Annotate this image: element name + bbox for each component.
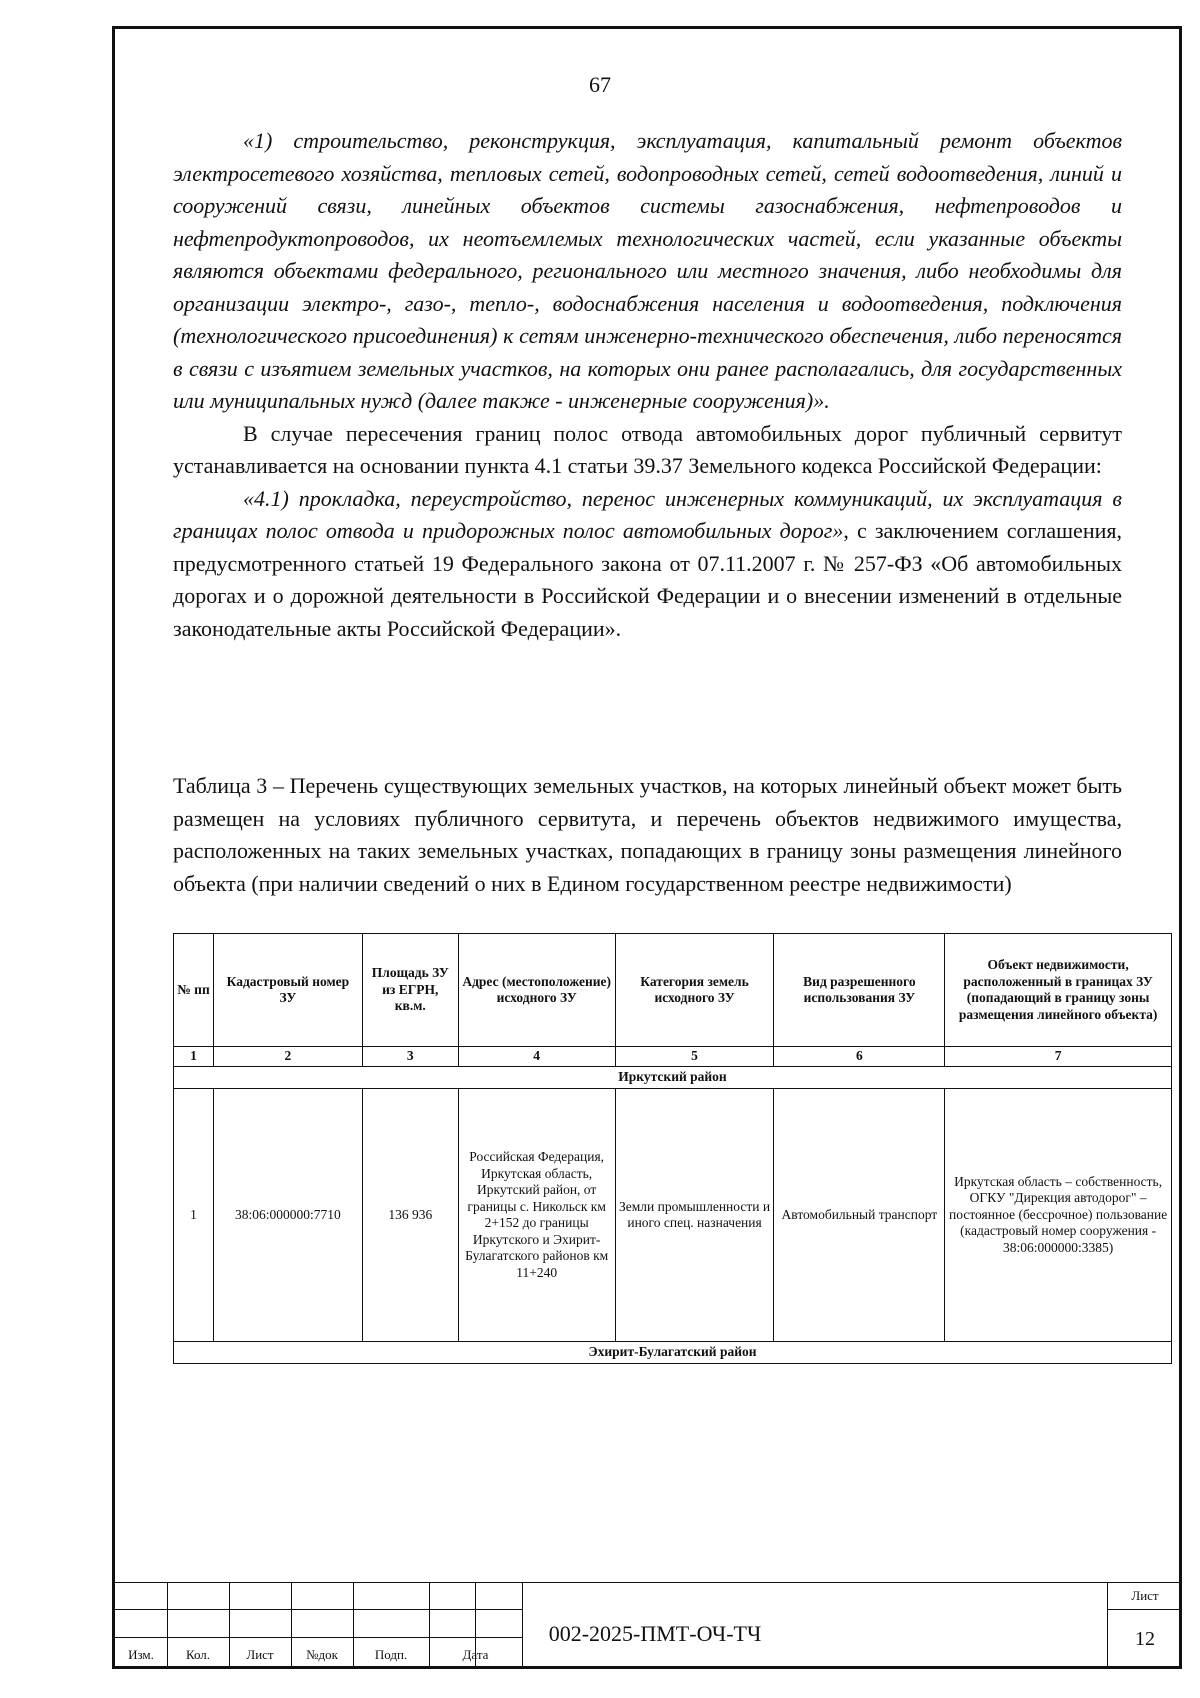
- cell-num: 1: [174, 1089, 214, 1342]
- cell-area: 136 936: [362, 1089, 458, 1342]
- stamp-line: [1107, 1609, 1180, 1610]
- col-number: 5: [615, 1047, 774, 1067]
- paragraph-2: В случае пересечения границ полос отвода автомобильных дорог публичный сервитут устанавливается на основании пункта 4.1 статьи 39.37 Земельного кодекса Российской Федерации:: [173, 420, 1122, 478]
- document-code: 002-2025-ПМТ-ОЧ-ТЧ: [548, 1621, 762, 1646]
- region-row-irkutsk: [174, 1067, 1172, 1089]
- stamp-line: [115, 1609, 522, 1610]
- quote-paragraph-1: «1) строительство, реконструкция, эксплуатация, капитальный ремонт объектов электросетевого хозяйства, тепловых сетей, водопроводных сетей, сетей водоотведения, линий и сооружений связи, линейных объектов системы газоснабжения, нефтепроводов и нефтепродуктопроводов, их неотъемлемых технологических частей, если указанные объекты являются объектами федерального, регионального или местного значения, либо необходимы для организации электро-, газо-, тепло-, водоснабжения населения и водоотведения, подключения (технологического присоединения) к сетям инженерно-технического обеспечения, либо переносятся в связи с изъятием земельных участков, на которых они ранее располагались, для государственных или муниципальных нужд (далее также - инженерные сооружения)».: [173, 128, 1122, 413]
- paragraph-3: [173, 483, 1122, 646]
- region-label: Иркутский район: [174, 1067, 1172, 1089]
- col-number: 3: [362, 1047, 458, 1067]
- table-header-row: [174, 934, 1172, 1047]
- page-number: 67: [589, 72, 611, 97]
- header-category: Категория земель исходного ЗУ: [615, 934, 774, 1047]
- cell-cadastral: 38:06:000000:7710: [213, 1089, 362, 1342]
- cell-use: Автомобильный транспорт: [774, 1089, 945, 1342]
- stamp-line: [1107, 1582, 1108, 1666]
- header-object: Объект недвижимости, расположенный в границах ЗУ (попадающий в границу зоны размещения линейного объекта): [945, 934, 1172, 1047]
- stamp-label-ndok: №док: [306, 1647, 338, 1662]
- col-number: 1: [174, 1047, 214, 1067]
- sheet-number: 12: [1135, 1628, 1155, 1650]
- table-row: [174, 1089, 1172, 1342]
- header-address: Адрес (местоположение) исходного ЗУ: [458, 934, 615, 1047]
- stamp-line: [115, 1582, 1180, 1583]
- header-area: Площадь ЗУ из ЕГРН, кв.м.: [362, 934, 458, 1047]
- col-number: 4: [458, 1047, 615, 1067]
- table-caption: Таблица 3 – Перечень существующих земельных участков, на которых линейный объект может быть размещен на условиях публичного сервитута, и перечень объектов недвижимого имущества, расположенных на таких земельных участках, попадающих в границу зоны размещения линейного объекта (при наличии сведений о них в Едином государственном реестре недвижимости): [173, 773, 1122, 896]
- cell-category: Земли промышленности и иного спец. назначения: [615, 1089, 774, 1342]
- col-number: 7: [945, 1047, 1172, 1067]
- cell-address: Российская Федерация, Иркутская область, Иркутский район, от границы с. Никольск км 2+152 до границы Иркутского и Эхирит-Булагатского районов км 11+240: [458, 1089, 615, 1342]
- col-number: 6: [774, 1047, 945, 1067]
- region-label: Эхирит-Булагатский район: [174, 1342, 1172, 1364]
- col-number: 2: [213, 1047, 362, 1067]
- header-use: Вид разрешенного использования ЗУ: [774, 934, 945, 1047]
- stamp-label-podp: Подп.: [374, 1647, 408, 1662]
- stamp-label-kol: Кол.: [185, 1647, 211, 1662]
- sheet-label: Лист: [1131, 1588, 1159, 1603]
- cell-object: Иркутская область – собственность, ОГКУ "Дирекция автодорог" – постоянное (бессрочное) пользование (кадастровый номер сооружения - 38:06:000000:3385): [945, 1089, 1172, 1342]
- stamp-label-izm: Изм.: [128, 1647, 154, 1662]
- region-row-ekhirit: [174, 1342, 1172, 1364]
- header-cadastral: Кадастровый номер ЗУ: [213, 934, 362, 1047]
- body-text: [173, 125, 1122, 645]
- quote-4-1: «4.1) прокладка, переустройство, перенос инженерных коммуникаций, их эксплуатация в границах полос отвода и придорожных полос автомобильных дорог»: [173, 485, 1122, 543]
- stamp-label-data: Дата: [462, 1647, 489, 1662]
- header-num: № пп: [174, 934, 214, 1047]
- paragraph-3-rest: , с заключением соглашения, предусмотренного статьей 19 Федерального закона от 07.11.2007 г. № 257-ФЗ «Об автомобильных дорогах и о дорожной деятельности в Российской Федерации и о внесении изменений в отдельные законодательные акты Российской Федерации».: [173, 518, 1122, 641]
- land-plots-table: [173, 933, 1172, 1364]
- column-numbers-row: [174, 1047, 1172, 1067]
- stamp-label-list: Лист: [246, 1647, 274, 1662]
